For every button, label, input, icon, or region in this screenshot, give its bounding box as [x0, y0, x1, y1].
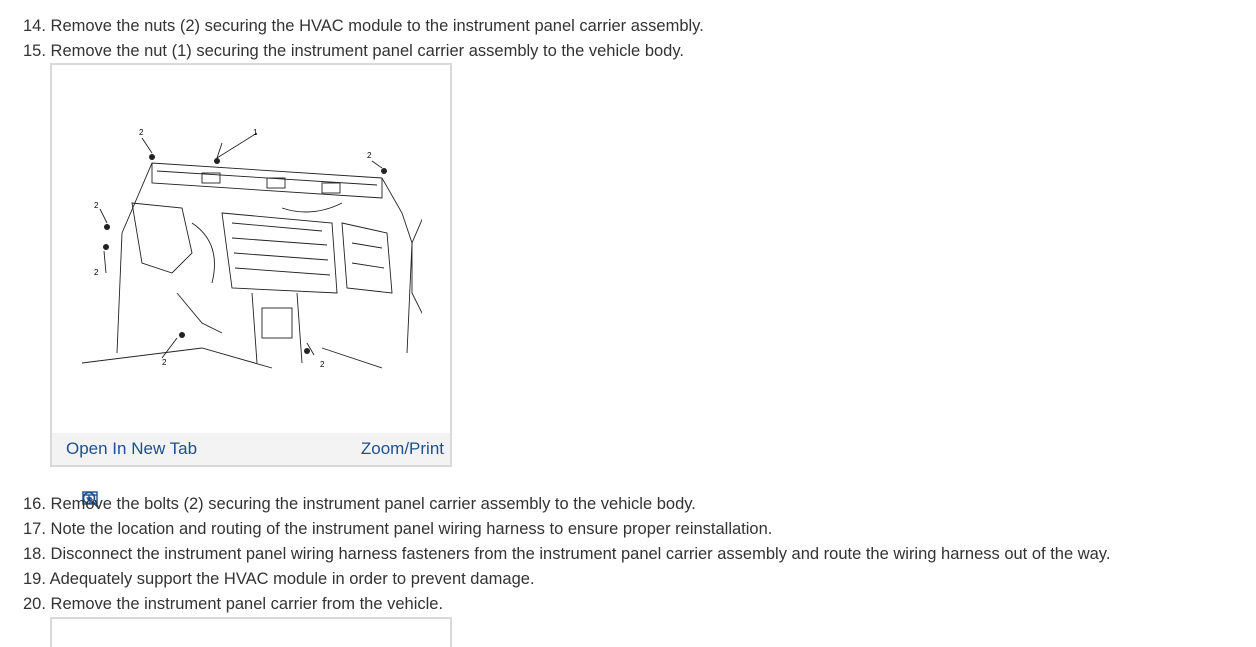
- hvac-carrier-illustration: [82, 123, 422, 371]
- step-number: 15.: [23, 42, 46, 60]
- step-text: Adequately support the HVAC module in order to prevent damage.: [49, 570, 535, 588]
- callout-label: 1: [253, 128, 258, 137]
- step-number: 19.: [23, 570, 46, 588]
- figure-toolbar: [52, 433, 450, 465]
- callout-label: 2: [320, 360, 325, 369]
- open-new-tab-button[interactable]: [66, 439, 197, 459]
- step-text: Disconnect the instrument panel wiring harness fasteners from the instrument panel carrier assembly and route the wiring harness out of the way.: [50, 545, 1111, 563]
- callout-label: 2: [162, 358, 167, 367]
- open-new-tab-label: Open In New Tab: [66, 439, 198, 458]
- step-text: Remove the nuts (2) securing the HVAC module to the instrument panel carrier assembly.: [50, 17, 704, 35]
- step-text: Remove the nut (1) securing the instrument panel carrier assembly to the vehicle body.: [50, 42, 684, 60]
- step-number: 20.: [23, 595, 46, 613]
- zoom-print-button[interactable]: [361, 439, 444, 459]
- step-text: Remove the instrument panel carrier from the vehicle.: [50, 595, 444, 613]
- step-number: 17.: [23, 520, 46, 538]
- step-text: Remove the bolts (2) securing the instrument panel carrier assembly to the vehicle body.: [50, 495, 696, 513]
- step-item: [23, 567, 1110, 592]
- steps-list-top: [23, 14, 704, 64]
- zoom-print-label: Zoom/Print: [360, 439, 444, 458]
- steps-list-bottom: [23, 492, 1110, 617]
- step-item: [23, 492, 1110, 517]
- next-figure-box: [50, 617, 452, 647]
- step-number: 14.: [23, 17, 46, 35]
- figure-box: [50, 63, 452, 467]
- callout-label: 2: [94, 268, 99, 277]
- step-item: [23, 39, 704, 64]
- callout-label: 2: [94, 201, 99, 210]
- step-item: [23, 517, 1110, 542]
- callout-label: 2: [139, 128, 144, 137]
- callout-label: 2: [367, 151, 372, 160]
- step-item: [23, 542, 1110, 567]
- step-number: 16.: [23, 495, 46, 513]
- step-item: [23, 592, 1110, 617]
- step-item: [23, 14, 704, 39]
- step-number: 18.: [23, 545, 46, 563]
- step-text: Note the location and routing of the instrument panel wiring harness to ensure proper reinstallation.: [50, 520, 773, 538]
